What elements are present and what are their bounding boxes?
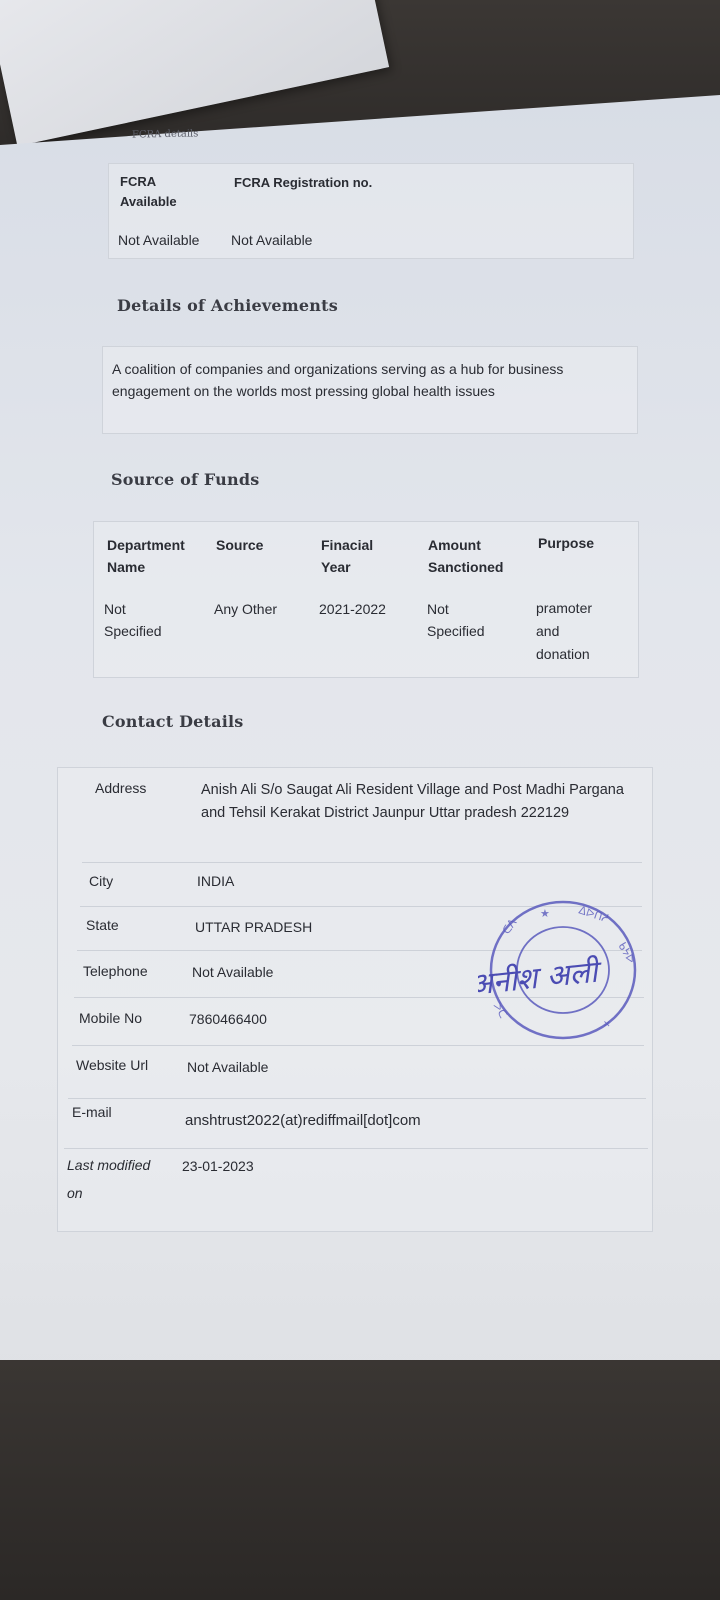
contact-heading: Contact Details bbox=[102, 712, 244, 731]
background-surface-bottom bbox=[0, 1360, 720, 1600]
funds-header-amount: Amount Sanctioned bbox=[428, 537, 504, 575]
funds-cell-department: Not Specified bbox=[104, 601, 162, 639]
svg-text:★: ★ bbox=[540, 907, 550, 920]
contact-divider bbox=[68, 1098, 646, 1099]
achievements-heading: Details of Achievements bbox=[117, 296, 338, 315]
contact-label-state: State bbox=[86, 917, 119, 933]
fcra-available-value: Not Available bbox=[118, 232, 200, 248]
svg-text:ᑲᔭᐅ: ᑲᔭᐅ bbox=[615, 940, 638, 966]
contact-label-website: Website Url bbox=[76, 1057, 149, 1073]
funds-cell-purpose: pramoter and donation bbox=[536, 600, 593, 662]
contact-value-email: anshtrust2022(at)rediffmail[dot]com bbox=[185, 1112, 421, 1129]
svg-text:ᑕᐱ: ᑕᐱ bbox=[499, 916, 520, 937]
contact-value-mobile: 7860466400 bbox=[189, 1011, 267, 1027]
svg-text:✕: ✕ bbox=[603, 1020, 611, 1030]
funds-heading: Source of Funds bbox=[111, 470, 260, 489]
contact-value-website: Not Available bbox=[187, 1059, 269, 1075]
funds-header-year: Finacial Year bbox=[321, 537, 374, 575]
funds-cell-year: 2021-2022 bbox=[319, 601, 386, 617]
contact-label-city: City bbox=[89, 873, 114, 889]
seal-signature: अनीश अली bbox=[478, 954, 600, 1003]
contact-label-email: E-mail bbox=[72, 1104, 112, 1120]
contact-label-last-modified: Last modified on bbox=[67, 1157, 151, 1201]
funds-cell-source: Any Other bbox=[214, 601, 278, 617]
contact-value-city: INDIA bbox=[197, 873, 235, 889]
official-seal-stamp bbox=[478, 895, 643, 1050]
fcra-registration-value: Not Available bbox=[231, 232, 313, 248]
contact-value-state: UTTAR PRADESH bbox=[195, 919, 313, 935]
contact-value-telephone: Not Available bbox=[192, 964, 274, 980]
achievements-text: A coalition of companies and organizations serving as a hub for business engagement on the worlds most pressing global health issues bbox=[112, 361, 564, 399]
funds-header-purpose: Purpose bbox=[538, 535, 595, 551]
contact-value-address: Anish Ali S/o Saugat Ali Resident Village and Post Madhi Pargana and Tehsil Kerakat District Jaunpur Uttar pradesh 222129 bbox=[201, 782, 624, 821]
svg-text:ᐃᐅᑎᓱ: ᐃᐅᑎᓱ bbox=[577, 903, 611, 926]
seal-graphic bbox=[478, 895, 643, 1050]
funds-header-source: Source bbox=[216, 537, 264, 553]
funds-cell-amount: Not Specified bbox=[427, 601, 485, 639]
contact-divider bbox=[82, 862, 642, 863]
svg-text:ᑐᐸ: ᑐᐸ bbox=[491, 999, 511, 1020]
contact-label-address: Address bbox=[95, 780, 147, 796]
fcra-registration-header: FCRA Registration no. bbox=[234, 175, 373, 190]
fcra-available-header: FCRA Available bbox=[120, 174, 177, 209]
fcra-section-title: FCRA details bbox=[131, 128, 199, 141]
funds-header-department: Department Name bbox=[107, 537, 185, 575]
contact-label-telephone: Telephone bbox=[83, 963, 148, 979]
contact-label-mobile: Mobile No bbox=[79, 1010, 143, 1026]
contact-divider bbox=[64, 1148, 648, 1149]
contact-value-last-modified: 23-01-2023 bbox=[182, 1158, 254, 1174]
